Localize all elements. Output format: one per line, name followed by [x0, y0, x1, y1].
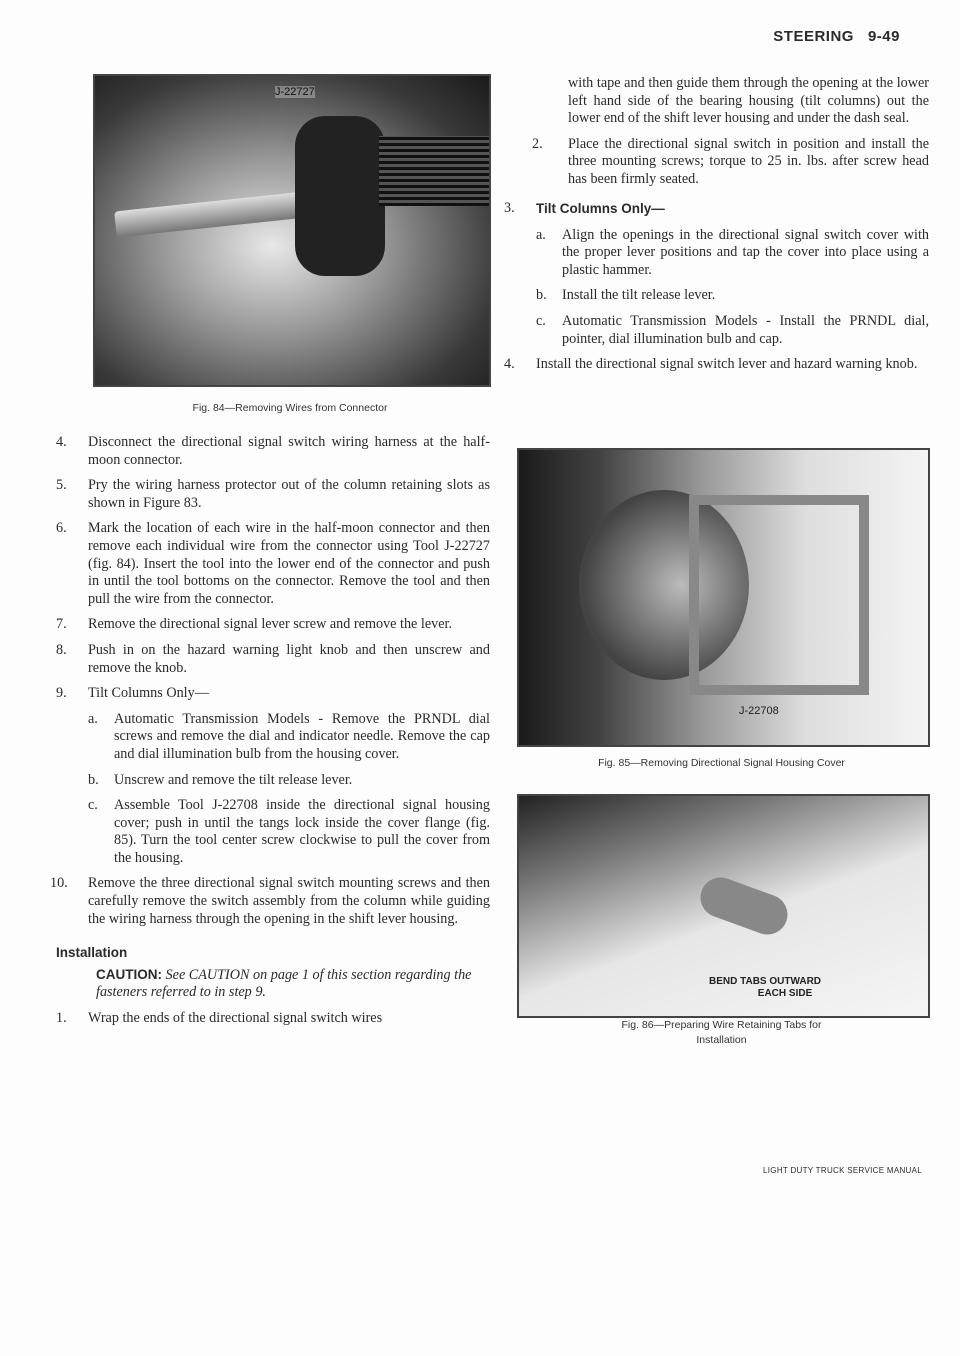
step-6	[56, 520, 490, 608]
figure-caption	[517, 1018, 926, 1048]
install-step-4	[504, 356, 929, 374]
step-number: 10.	[50, 875, 68, 892]
step-number: 5.	[56, 477, 67, 494]
step-number: 2.	[532, 135, 543, 152]
step-number: 4.	[56, 434, 67, 450]
text: Pry the wiring harness protector out of the column retaining slots as shown in Figure 83.	[88, 477, 490, 511]
step-number: a.	[536, 226, 546, 243]
figure-caption: Fig. 84—Removing Wires from Connector	[192, 402, 388, 414]
decoration	[689, 495, 869, 695]
step-number: a.	[88, 710, 98, 727]
figure-caption: Fig. 85—Removing Directional Signal Housing Cover	[598, 757, 845, 769]
text: Install the directional signal switch lever and hazard warning knob.	[536, 356, 918, 373]
step-9a	[88, 711, 490, 764]
step-number: 8.	[56, 641, 67, 658]
left-column	[50, 434, 490, 1036]
text: Tilt Columns Only—	[88, 685, 209, 702]
tool-label: J-22708	[739, 705, 779, 717]
text: Install the tilt release lever.	[562, 287, 716, 304]
text: Tilt Columns Only—	[536, 201, 665, 216]
text: See CAUTION on page 1 of this section regarding the fasteners referred to in step 9.	[96, 966, 472, 1001]
install-step-3c	[536, 313, 929, 348]
installation-heading: Installation	[56, 945, 128, 961]
text: Remove the directional signal lever screw and remove the lever.	[88, 616, 453, 633]
text: Assemble Tool J-22708 inside the directional signal housing cover; push in until the tangs lock inside the cover flange (fig. 85). Turn the tool center screw clockwise to pull the cover from the housing.	[114, 797, 490, 866]
page-number: 9-49	[867, 28, 900, 45]
figure-85	[517, 448, 930, 747]
decoration	[379, 136, 489, 206]
step-9	[56, 685, 490, 703]
text: Fig. 86—Preparing Wire Retaining Tabs for	[621, 1019, 822, 1031]
install-step-3a	[536, 227, 929, 280]
text: Unscrew and remove the tilt release lever.	[114, 771, 353, 788]
text: Align the openings in the directional signal switch cover with the proper lever positions and tap the cover into place using a plastic hammer.	[562, 226, 929, 278]
step-number: 3.	[504, 200, 515, 216]
step-number: b.	[88, 771, 99, 788]
text: CAUTION:	[96, 966, 162, 982]
install-step-3	[504, 200, 929, 219]
figure-86-label	[709, 976, 821, 1000]
text: Installation	[696, 1034, 747, 1046]
step-8	[56, 642, 490, 677]
step-number: c.	[88, 797, 98, 814]
text: Push in on the hazard warning light knob and then unscrew and remove the knob.	[88, 641, 490, 676]
text: Automatic Transmission Models - Remove the PRNDL dial screws and remove the dial and indicator needle. Remove the cap and dial illumination bulb from the housing cover.	[114, 710, 490, 762]
step-number: 9.	[56, 685, 67, 702]
install-step-2	[504, 136, 929, 189]
install-step-3b	[536, 287, 929, 305]
page-footer: LIGHT DUTY TRUCK SERVICE MANUAL	[763, 1166, 922, 1175]
text: EACH SIDE	[757, 988, 813, 999]
figure-86	[517, 794, 930, 1018]
right-column-steps	[504, 200, 929, 382]
text: with tape and then guide them through the opening at the lower left hand side of the bearing housing (tilt columns) out the lower end of the shift lever housing and under the dash seal.	[568, 75, 929, 127]
right-column	[532, 75, 929, 197]
text: Remove the three directional signal switch mounting screws and then carefully remove the switch assembly from the column while guiding the wiring harness through the opening in the shift lever housing.	[88, 875, 490, 927]
step-number: b.	[536, 287, 547, 304]
install-step-1	[56, 1010, 490, 1028]
install-step-1-cont	[536, 75, 929, 128]
text: Place the directional signal switch in position and install the three mounting screws; torque to 25 in. lbs. after screw head has been firmly seated.	[568, 135, 929, 187]
text: Wrap the ends of the directional signal switch wires	[88, 1010, 383, 1027]
step-number: c.	[536, 312, 546, 329]
step-7	[56, 616, 490, 634]
step-9c	[88, 797, 490, 867]
text: Disconnect the directional signal switch wiring harness at the half-moon connector.	[88, 434, 490, 468]
step-number: 6.	[56, 520, 67, 537]
step-10	[50, 875, 490, 928]
text: BEND TABS OUTWARD	[709, 976, 822, 987]
caution-note	[56, 966, 490, 1002]
page-header	[773, 28, 900, 45]
step-number: 1.	[56, 1010, 67, 1027]
decoration	[295, 116, 385, 276]
step-5	[56, 477, 490, 512]
step-9b	[88, 772, 490, 790]
step-number: 4.	[504, 356, 515, 373]
section-title: STEERING	[773, 28, 854, 45]
figure-84	[93, 74, 491, 387]
text: Mark the location of each wire in the half-moon connector and then remove each individual wire from the connector using Tool J-22727 (fig. 84). Insert the tool into the lower end of the connector and push in until the tool bottoms on the connector. Remove the tool and then pull the wire from the connector.	[88, 520, 490, 607]
tool-label: J-22727	[275, 86, 315, 98]
text: Automatic Transmission Models - Install the PRNDL dial, pointer, dial illumination bulb and cap.	[562, 312, 929, 347]
step-number: 7.	[56, 616, 67, 633]
step-4	[56, 434, 490, 469]
